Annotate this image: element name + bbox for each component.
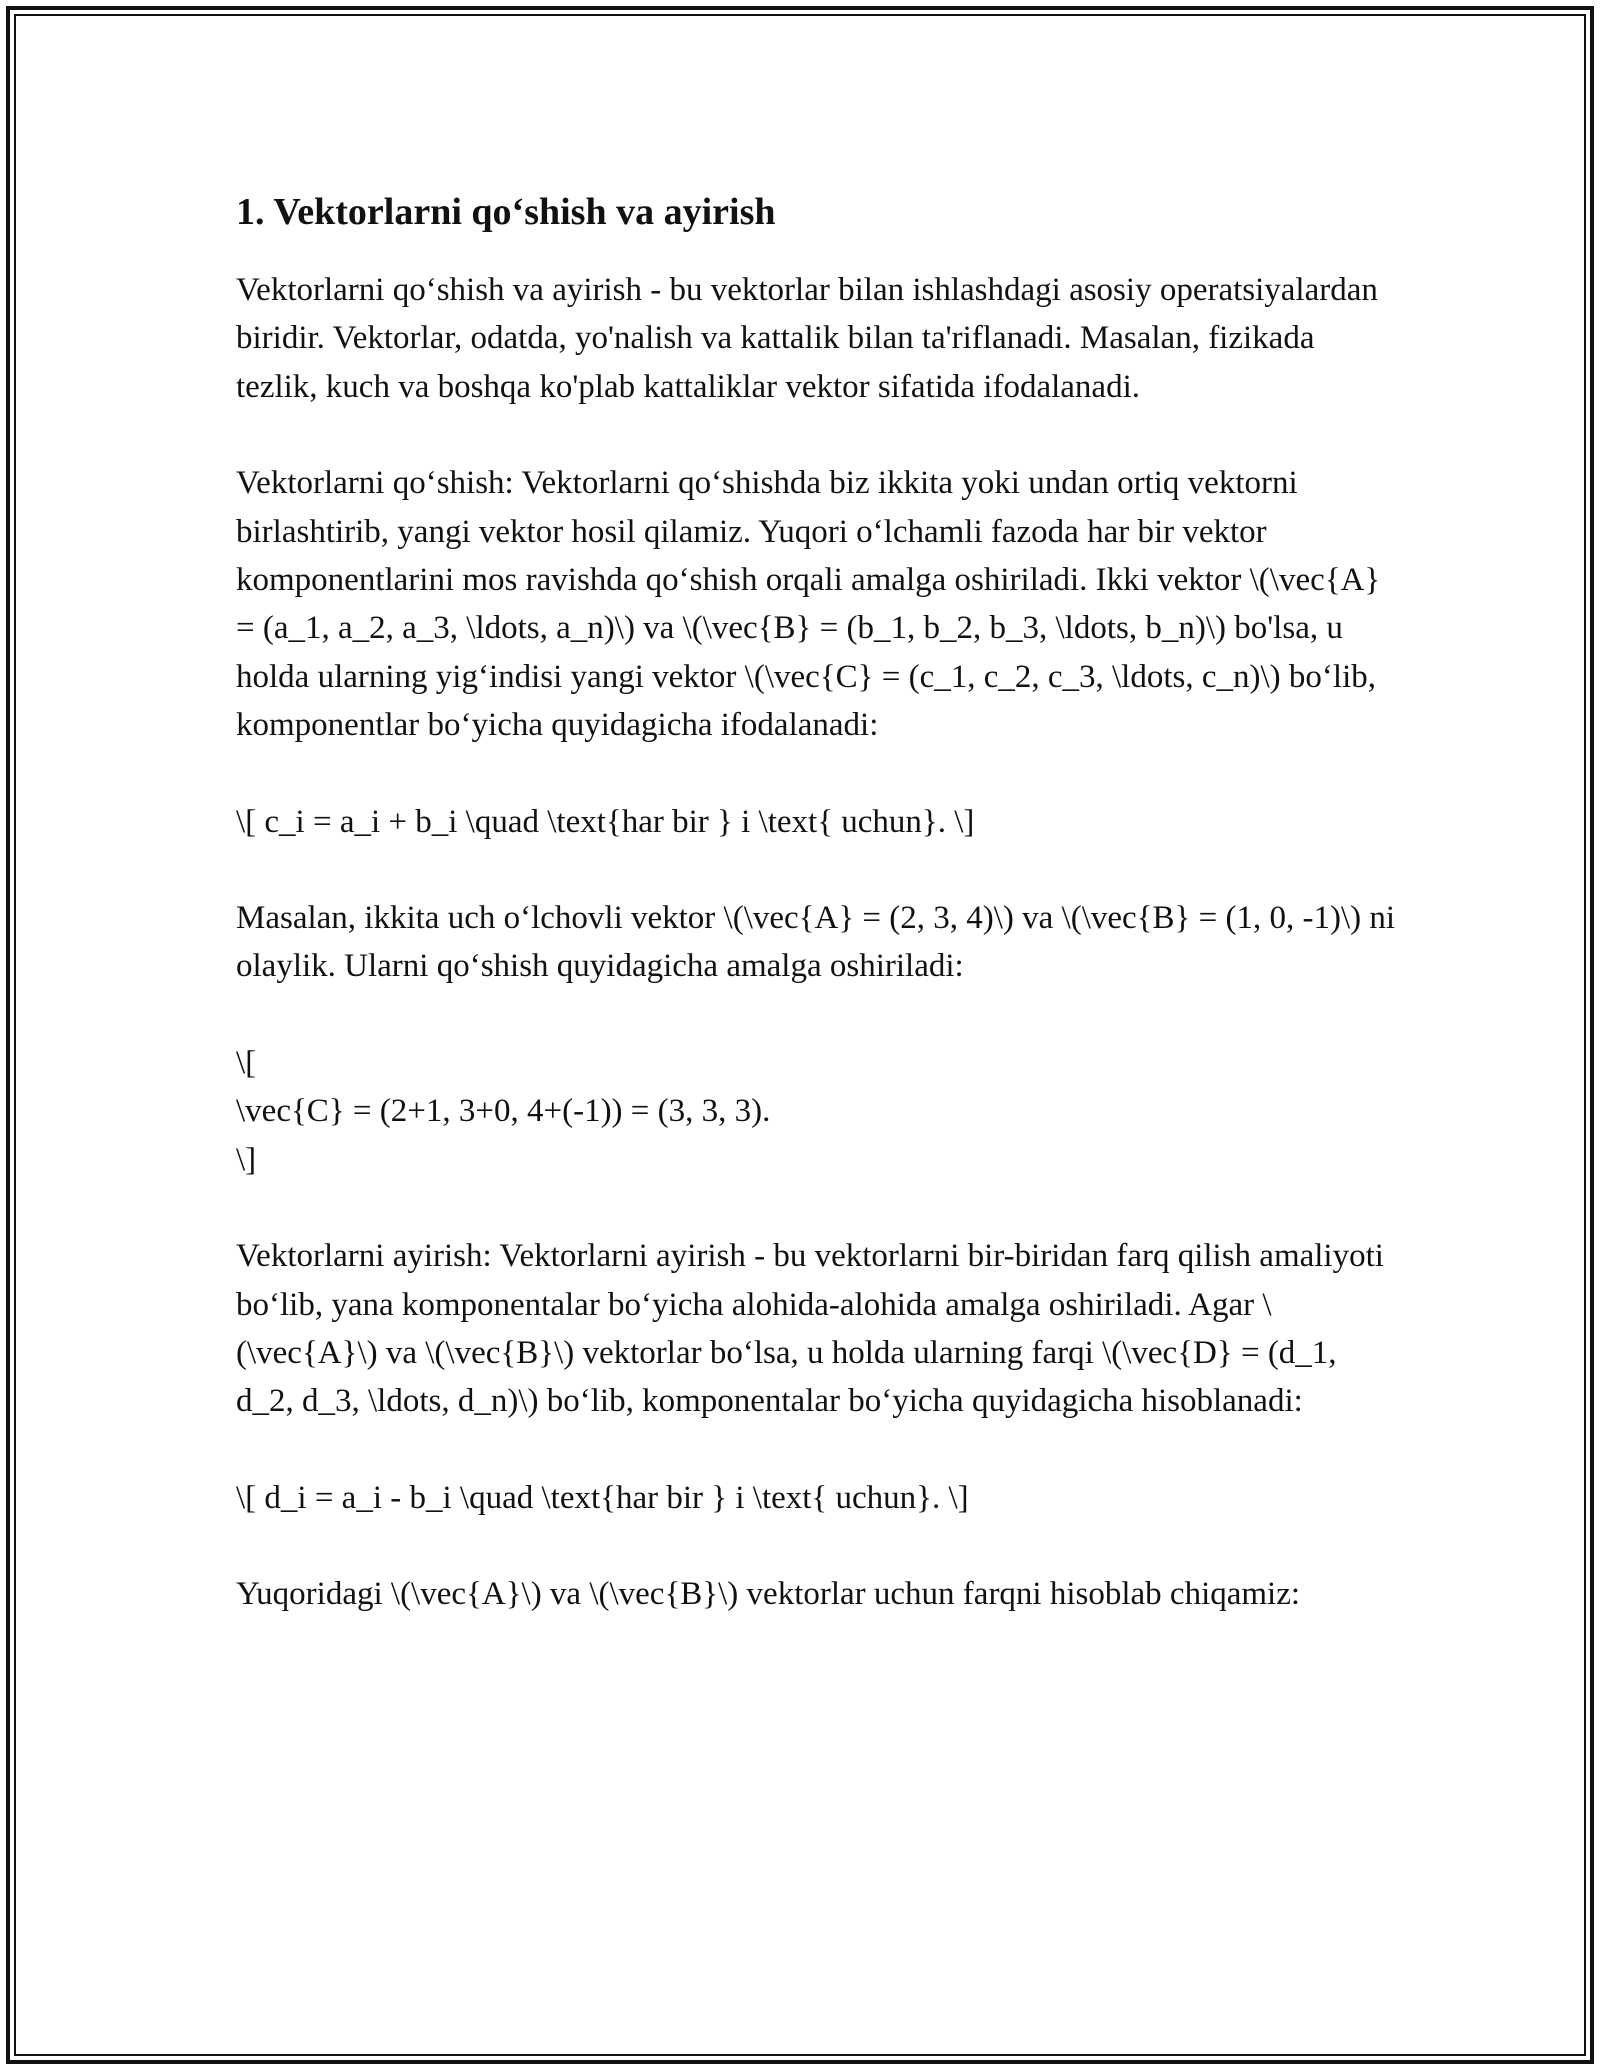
formula-addition-example: \[ \vec{C} = (2+1, 3+0, 4+(-1)) = (3, 3, 3). \] [236,1044,771,1178]
paragraph-subtraction-example: Yuqoridagi \(\vec{A}\) va \(\vec{B}\) vektorlar uchun farqni hisoblab chiqamiz: [236,1576,1301,1613]
paragraph-addition-example: Masalan, ikkita uch o‘lchovli vektor \(\vec{A} = (2, 3, 4)\) va \(\vec{B} = (1, 0, -1)\) ni olaylik. Ularni qo‘shish quyidagicha amalga oshiriladi: [236,900,1396,985]
document-body [236,186,1396,1667]
formula-subtraction: \[ d_i = a_i - b_i \quad \text{har bir } i \text{ uchun}. \] [236,1479,969,1516]
paragraph-addition: Vektorlarni qo‘shish: Vektorlarni qo‘shishda biz ikkita yoki undan ortiq vektorni birlashtirib, yangi vektor hosil qilamiz. Yuqori o‘lchamli fazoda har bir vektor komponentlarini mos ravishda qo‘shish orqali amalga oshiriladi. Ikki vektor \(\vec{A} = (a_1, a_2, a_3, \ldots, a_n)\) va \(\vec{B} = (b_1, b_2, b_3, \ldots, b_n)\) bo'lsa, u holda ularning yig‘indisi yangi vektor \(\vec{C} = (c_1, c_2, c_3, \ldots, c_n)\) bo‘lib, komponentlar bo‘yicha quyidagicha ifodalanadi: [236,465,1381,744]
section-title: 1. Vektorlarni qo‘shish va ayirish [236,191,776,233]
paragraph-intro: Vektorlarni qo‘shish va ayirish - bu vektorlar bilan ishlashdagi asosiy operatsiyalardan biridir. Vektorlar, odatda, yo'nalish va kattalik bilan ta'riflanadi. Masalan, fizikada tezlik, kuch va boshqa ko'plab kattaliklar vektor sifatida ifodalanadi. [236,272,1378,405]
paragraph-subtraction: Vektorlarni ayirish: Vektorlarni ayirish - bu vektorlarni bir-biridan farq qilish amaliyoti bo‘lib, yana komponentalar bo‘yicha alohida-alohida amalga oshiriladi. Agar \(\vec{A}\) va \(\vec{B}\) vektorlar bo‘lsa, u holda ularning farqi \(\vec{D} = (d_1, d_2, d_3, \ldots, d_n)\) bo‘lib, komponentalar bo‘yicha quyidagicha hisoblanadi: [236,1238,1384,1420]
formula-addition: \[ c_i = a_i + b_i \quad \text{har bir } i \text{ uchun}. \] [236,803,975,840]
